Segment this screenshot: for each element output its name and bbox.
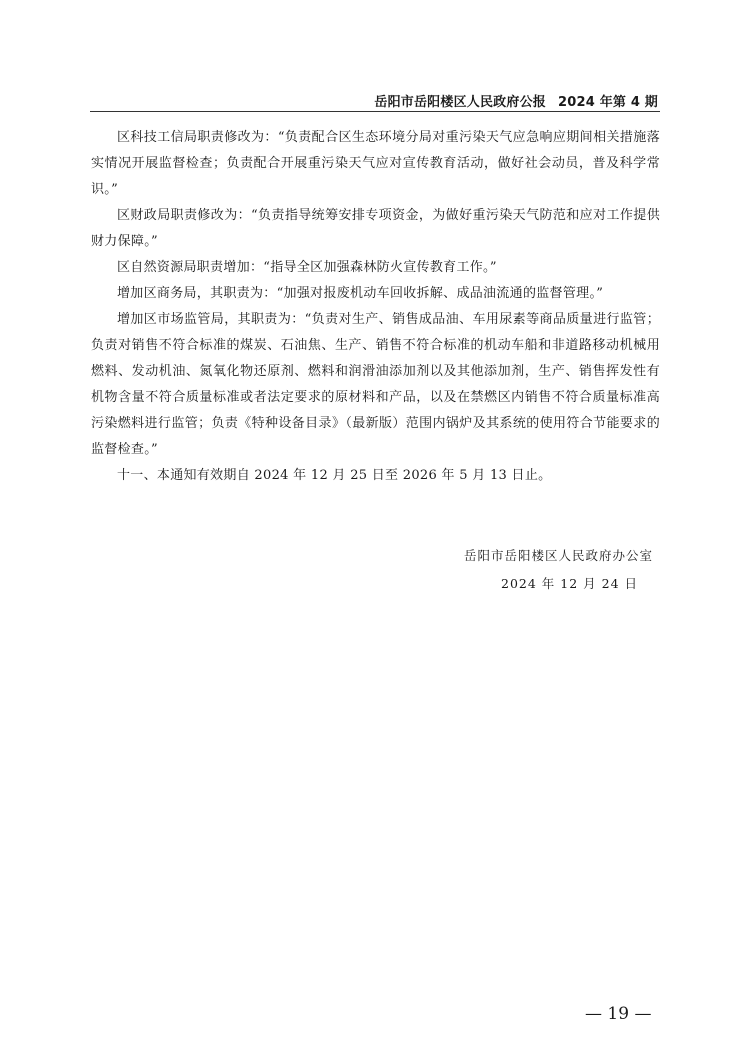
paragraph-finance-bureau: 区财政局职责修改为：“负责指导统筹安排专项资金，为做好重污染天气防范和应对工作提供财力保障。” bbox=[91, 208, 660, 249]
document-body bbox=[91, 125, 660, 489]
signature-date: 2024 年 12 月 24 日 bbox=[501, 576, 638, 591]
header-divider bbox=[90, 111, 660, 112]
page-number: — 19 — bbox=[585, 1004, 652, 1024]
paragraph-market-supervision-bureau: 增加区市场监管局，其职责为：“负责对生产、销售成品油、车用尿素等商品质量进行监管；负责对销售不符合标准的煤炭、石油焦、生产、销售不符合标准的机动车船和非道路移动机械用燃料、发动机油、氮氧化物还原剂、燃料和润滑油添加剂以及其他添加剂，生产、销售挥发性有机物含量不符合质量标准或者法定要求的原材料和产品，以及在禁燃区内销售不符合质量标准高污染燃料进行监管；负责《特种设备目录》（最新版）范围内锅炉及其系统的使用符合节能要求的监督检查。” bbox=[91, 312, 660, 457]
header-issue: 2024 年第 4 期 bbox=[557, 95, 658, 110]
signature-organization: 岳阳市岳阳楼区人民政府办公室 bbox=[464, 548, 654, 563]
paragraph-natural-resources-bureau: 区自然资源局职责增加：“指导全区加强森林防火宣传教育工作。” bbox=[117, 260, 497, 275]
paragraph-science-tech-bureau: 区科技工信局职责修改为：“负责配合区生态环境分局对重污染天气应急响应期间相关措施落实情况开展监督检查；负责配合开展重污染天气应对宣传教育活动，做好社会动员，普及科学常识。” bbox=[91, 130, 660, 197]
paragraph-validity-period: 十一、本通知有效期自 2024 年 12 月 25 日至 2026 年 5 月 13 日止。 bbox=[117, 468, 552, 483]
paragraph-commerce-bureau: 增加区商务局，其职责为：“加强对报废机动车回收拆解、成品油流通的监督管理。” bbox=[117, 286, 604, 301]
header-publication-title: 岳阳市岳阳楼区人民政府公报 bbox=[374, 95, 546, 110]
page-header bbox=[374, 91, 658, 110]
signature-block bbox=[464, 542, 664, 598]
